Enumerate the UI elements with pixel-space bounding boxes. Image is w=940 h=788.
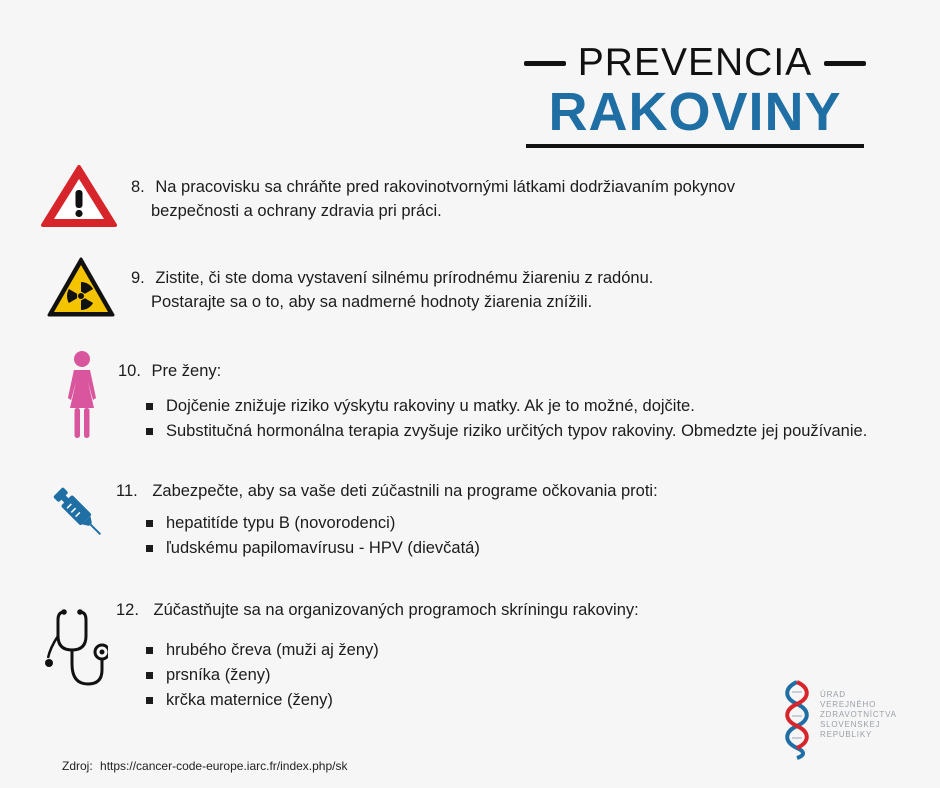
item-12-bullets [144, 638, 379, 713]
item-10 [118, 359, 221, 383]
item-text: Na pracovisku sa chráňte pred rakovinotvornými látkami dodržiavaním pokynov [155, 178, 735, 196]
list-item: prsníka (ženy) [144, 663, 379, 688]
list-item: hrubého čreva (muži aj ženy) [144, 638, 379, 663]
item-heading: Zabezpečte, aby sa vaše deti zúčastnili na programe očkovania proti: [152, 482, 658, 500]
item-number: 11. [116, 482, 138, 500]
item-heading: Zúčastňujte sa na organizovaných programoch skríningu rakoviny: [153, 601, 639, 619]
item-number: 9. [131, 269, 145, 287]
item-text-cont: Postarajte sa o to, aby sa nadmerné hodnoty žiarenia znížili. [151, 293, 593, 311]
female-icon [60, 350, 104, 440]
item-heading: Pre ženy: [151, 362, 222, 380]
institution-logo-icon [782, 680, 812, 760]
page-title [524, 40, 866, 148]
source-citation [62, 759, 348, 773]
title-dash-left [524, 61, 566, 66]
item-9 [131, 266, 653, 314]
source-label: Zdroj: [62, 759, 93, 773]
source-url: https://cancer-code-europe.iarc.fr/index.php/sk [100, 759, 348, 773]
list-item: Substitučná hormonálna terapia zvyšuje riziko určitých typov rakoviny. Obmedzte jej používanie. [144, 419, 867, 444]
item-number: 12. [116, 601, 139, 619]
syringe-icon [44, 478, 110, 544]
institution-logo-text: ÚRAD VEREJNÉHO ZDRAVOTNÍCTVA SLOVENSKEJ REPUBLIKY [820, 690, 897, 739]
item-number: 10. [118, 362, 141, 380]
item-11 [116, 479, 658, 503]
radiation-icon [47, 256, 115, 318]
item-10-bullets [144, 394, 867, 444]
stethoscope-icon [44, 608, 108, 692]
list-item: hepatitíde typu B (novorodenci) [144, 511, 480, 536]
title-dash-right [824, 61, 866, 66]
item-text-cont: bezpečnosti a ochrany zdravia pri práci. [151, 202, 442, 220]
warning-triangle-icon [40, 163, 118, 229]
item-12 [116, 598, 639, 622]
title-underline [526, 144, 864, 148]
item-text: Zistite, či ste doma vystavení silnému prírodnému žiareniu z radónu. [155, 269, 654, 287]
item-8 [131, 175, 735, 223]
item-number: 8. [131, 178, 145, 196]
item-11-bullets [144, 511, 480, 561]
list-item: Dojčenie znižuje riziko výskytu rakoviny u matky. Ak je to možné, dojčite. [144, 394, 867, 419]
title-line1: PREVENCIA [577, 41, 813, 84]
list-item: ľudskému papilomavírusu - HPV (dievčatá) [144, 536, 480, 561]
list-item: krčka maternice (ženy) [144, 688, 379, 713]
title-line2: RAKOVINY [548, 82, 842, 142]
